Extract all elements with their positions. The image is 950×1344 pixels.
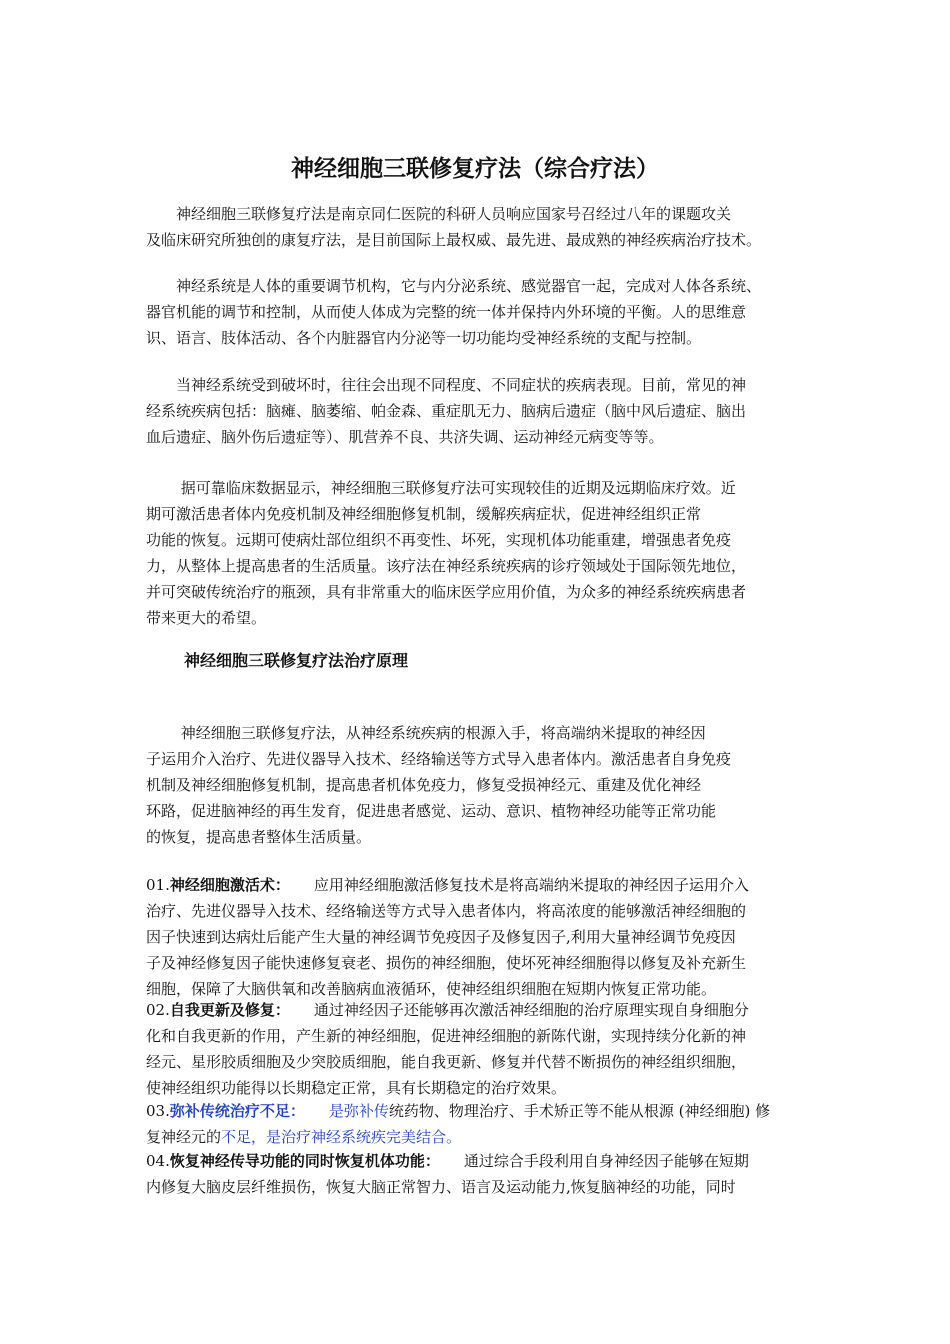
principle-paragraph: [146, 720, 826, 850]
paragraph-line: 子运用介入治疗、先进仪器导入技术、经络输送等方式导入患者体内。激活患者自身免疫: [146, 750, 732, 768]
document-title: 神经细胞三联修复疗法（综合疗法）: [291, 156, 659, 182]
paragraph-line: 力，从整体上提高患者的生活质量。该疗法在神经系统疾病的诊疗领域处于国际领先地位，: [146, 557, 747, 575]
paragraph-line: 当神经系统受到破坏时，往往会出现不同程度、不同症状的疾病表现。目前，常见的神: [146, 376, 747, 394]
item-04: [146, 1148, 826, 1200]
paragraph-line: 神经细胞三联修复疗法，从神经系统疾病的根源入手，将高端纳米提取的神经因: [146, 724, 706, 742]
item-text: 复神经元的: [146, 1128, 222, 1146]
paragraph-line: 子及神经修复因子能快速修复衰老、损伤的神经细胞，使坏死神经细胞得以修复及补充新生: [146, 954, 747, 972]
item-text: 通过综合手段利用自身神经因子能够在短期: [463, 1152, 749, 1170]
paragraph-line: 内修复大脑皮层纤维损伤，恢复大脑正常智力、语言及运动能力,恢复脑神经的功能，同时: [146, 1178, 736, 1196]
item-first-line: [146, 872, 826, 898]
item-second-line: [146, 1124, 826, 1150]
item-text: 通过神经因子还能够再次激活神经细胞的治疗原理实现自身细胞分: [313, 1001, 749, 1019]
paragraph-line: 化和自我更新的作用，产生新的神经细胞，促进神经细胞的新陈代谢，实现持续分化新的神: [146, 1027, 747, 1045]
intro-paragraph: [146, 201, 826, 253]
paragraph-line: 细胞，保障了大脑供氧和改善脑病血液循环，使神经组织细胞在短期内恢复正常功能。: [146, 980, 717, 998]
paragraph-line: 经元、星形胶质细胞及少突胶质细胞，能自我更新、修复并代替不断损伤的神经组织细胞，: [146, 1053, 747, 1071]
paragraph-line: 治疗、先进仪器导入技术、经络输送等方式导入患者体内，将高浓度的能够激活神经细胞的: [146, 902, 747, 920]
principle-heading: 神经细胞三联修复疗法治疗原理: [184, 651, 409, 670]
item-text-highlight: 是弥补传: [328, 1102, 389, 1120]
item-first-line: [146, 1098, 826, 1124]
item-02: [146, 997, 826, 1101]
paragraph-line: 识、语言、肢体活动、各个内脏器官内分泌等一切功能均受神经系统的支配与控制。: [146, 329, 702, 347]
item-label: 弥补传统治疗不足：: [169, 1102, 305, 1120]
item-label: 神经细胞激活术：: [169, 876, 290, 894]
clinical-paragraph: [146, 475, 826, 631]
paragraph-line: 使神经组织功能得以长期稳定正常，具有长期稳定的治疗效果。: [146, 1079, 567, 1097]
item-label: 自我更新及修复：: [169, 1001, 290, 1019]
item-number: 02.: [146, 1001, 170, 1019]
diseases-paragraph: [146, 372, 826, 450]
item-03: [146, 1098, 826, 1150]
paragraph-line: 期可激活患者体内免疫机制及神经细胞修复机制，缓解疾病症状，促进神经组织正常: [146, 505, 702, 523]
intro-line: 及临床研究所独创的康复疗法，是目前国际上最权威、最先进、最成熟的神经疾病治疗技术。: [146, 231, 762, 249]
item-number: 04.: [146, 1152, 170, 1170]
paragraph-line: 功能的恢复。远期可使病灶部位组织不再变性、坏死，实现机体功能重建，增强患者免疫: [146, 531, 732, 549]
intro-line: 神经细胞三联修复疗法是南京同仁医院的科研人员响应国家号召经过八年的课题攻关: [146, 205, 732, 223]
paragraph-line: 因子快速到达病灶后能产生大量的神经调节免疫因子及修复因子,利用大量神经调节免疫因: [146, 928, 736, 946]
paragraph-line: 经系统疾病包括：脑瘫、脑萎缩、帕金森、重症肌无力、脑病后遗症（脑中风后遗症、脑出: [146, 402, 747, 420]
paragraph-line: 环路，促进脑神经的再生发育，促进患者感觉、运动、意识、植物神经功能等正常功能: [146, 802, 717, 820]
paragraph-line: 神经系统是人体的重要调节机构，它与内分泌系统、感觉器官一起，完成对人体各系统、: [146, 277, 762, 295]
paragraph-line: 的恢复，提高患者整体生活质量。: [146, 828, 372, 846]
paragraph-line: 据可靠临床数据显示，神经细胞三联修复疗法可实现较佳的近期及远期临床疗效。近: [146, 479, 736, 497]
paragraph-line: 并可突破传统治疗的瓶颈，具有非常重大的临床医学应用价值，为众多的神经系统疾病患者: [146, 583, 747, 601]
item-text: 应用神经细胞激活修复技术是将高端纳米提取的神经因子运用介入: [313, 876, 749, 894]
item-text-highlight: 不足，是治疗神经系统疾完美结合。: [221, 1128, 462, 1146]
item-first-line: [146, 997, 826, 1023]
paragraph-line: 血后遗症、脑外伤后遗症等）、肌营养不良、共济失调、运动神经元病变等等。: [146, 428, 664, 446]
item-number: 01.: [146, 876, 170, 894]
paragraph-line: 机制及神经细胞修复机制，提高患者机体免疫力，修复受损神经元、重建及优化神经: [146, 776, 702, 794]
item-label: 恢复神经传导功能的同时恢复机体功能：: [169, 1152, 440, 1170]
item-first-line: [146, 1148, 826, 1174]
item-01: [146, 872, 826, 1002]
item-number: 03.: [146, 1102, 170, 1120]
item-text: 统药物、物理治疗、手术矫正等不能从根源 (神经细胞) 修: [388, 1102, 771, 1120]
paragraph-line: 带来更大的希望。: [146, 609, 267, 627]
nervous-system-paragraph: [146, 273, 826, 351]
paragraph-line: 器官机能的调节和控制，从而使人体成为完整的统一体并保持内外环境的平衡。人的思维意: [146, 303, 747, 321]
